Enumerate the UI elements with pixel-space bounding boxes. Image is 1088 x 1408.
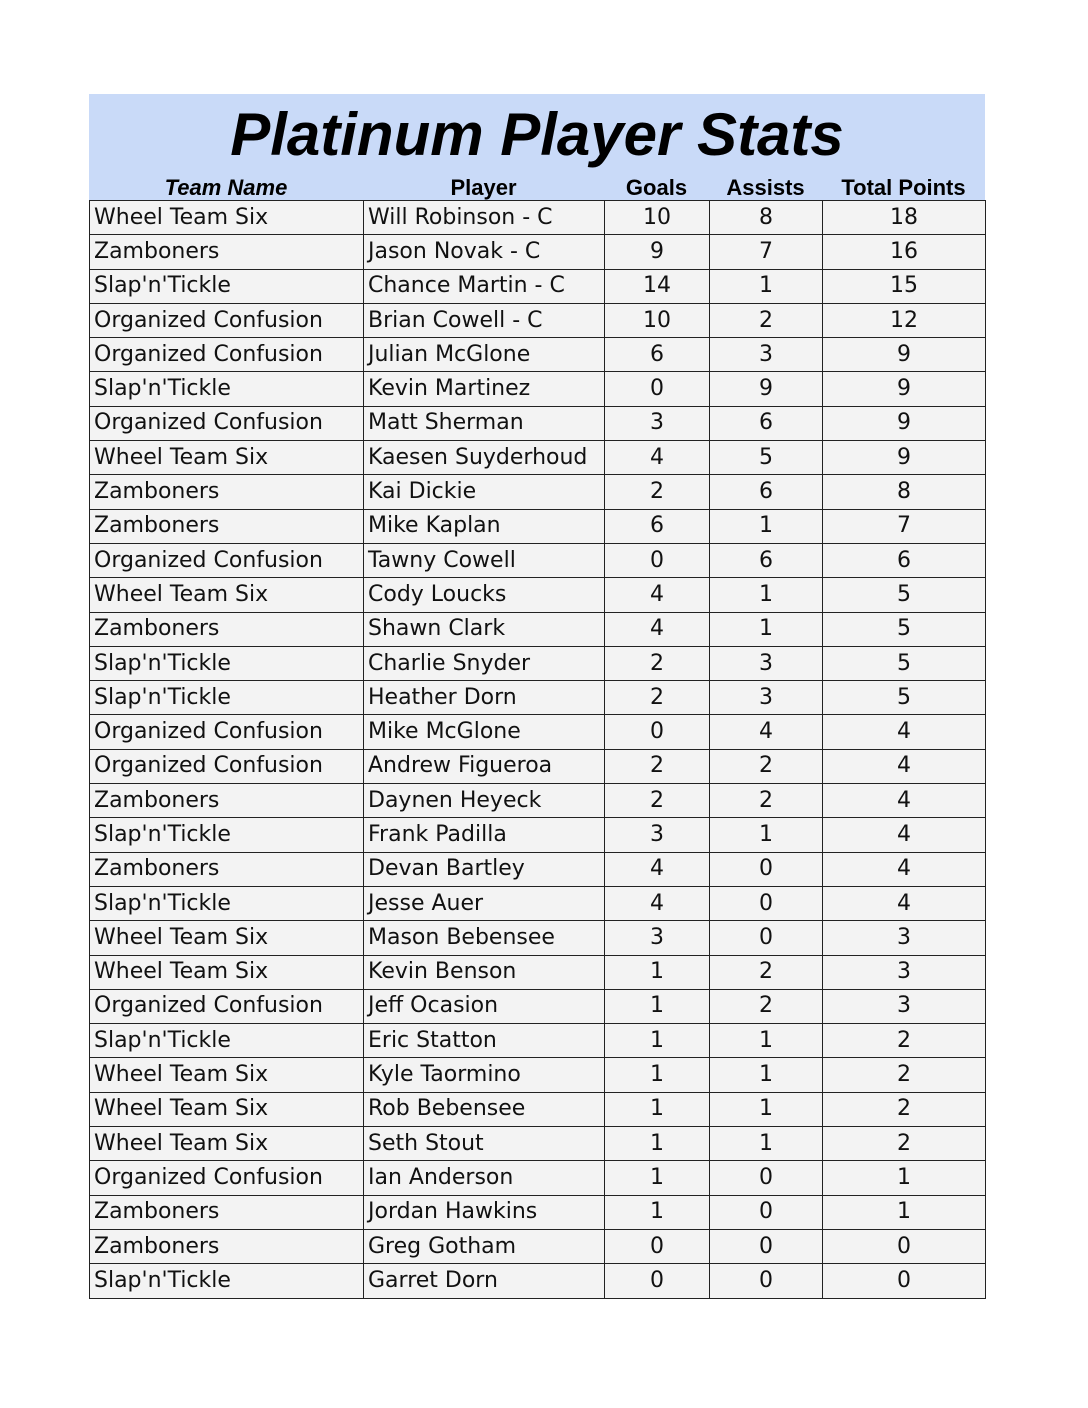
team-name-cell[interactable]: Zamboners xyxy=(90,509,364,543)
goals-cell[interactable]: 3 xyxy=(605,921,710,955)
goals-cell[interactable]: 3 xyxy=(605,406,710,440)
table-row xyxy=(90,1264,986,1298)
goals-cell[interactable]: 10 xyxy=(605,201,710,235)
goals-cell[interactable]: 1 xyxy=(605,1024,710,1058)
assists-cell[interactable]: 0 xyxy=(710,1229,823,1263)
table-row xyxy=(90,1195,986,1229)
assists-cell[interactable]: 0 xyxy=(710,852,823,886)
team-name-cell[interactable]: Zamboners xyxy=(90,1229,364,1263)
player-name-cell[interactable]: Kai Dickie xyxy=(364,475,605,509)
total-points-cell[interactable]: 3 xyxy=(823,989,986,1023)
table-row xyxy=(90,646,986,680)
assists-cell[interactable]: 9 xyxy=(710,372,823,406)
total-points-cell[interactable]: 9 xyxy=(823,406,986,440)
table-row xyxy=(90,612,986,646)
assists-cell[interactable]: 1 xyxy=(710,818,823,852)
column-header-assists: Assists xyxy=(726,175,805,200)
goals-cell[interactable]: 1 xyxy=(605,989,710,1023)
player-name-cell[interactable]: Will Robinson - C xyxy=(364,201,605,235)
assists-cell[interactable]: 3 xyxy=(710,646,823,680)
player-stats-table xyxy=(89,200,986,1299)
player-name-cell[interactable]: Chance Martin - C xyxy=(364,269,605,303)
player-name-cell[interactable]: Cody Loucks xyxy=(364,578,605,612)
table-row xyxy=(90,406,986,440)
table-row xyxy=(90,1161,986,1195)
team-name-cell[interactable]: Wheel Team Six xyxy=(90,1127,364,1161)
total-points-cell[interactable]: 1 xyxy=(823,1161,986,1195)
player-name-cell[interactable]: Kyle Taormino xyxy=(364,1058,605,1092)
team-name-cell[interactable]: Zamboners xyxy=(90,235,364,269)
table-row xyxy=(90,372,986,406)
team-name-cell[interactable]: Organized Confusion xyxy=(90,303,364,337)
table-row xyxy=(90,1229,986,1263)
goals-cell[interactable]: 1 xyxy=(605,1161,710,1195)
assists-cell[interactable]: 3 xyxy=(710,338,823,372)
player-name-cell[interactable]: Mike McGlone xyxy=(364,715,605,749)
goals-cell[interactable]: 9 xyxy=(605,235,710,269)
player-name-cell[interactable]: Shawn Clark xyxy=(364,612,605,646)
goals-cell[interactable]: 6 xyxy=(605,338,710,372)
assists-cell[interactable]: 1 xyxy=(710,1058,823,1092)
goals-cell[interactable]: 0 xyxy=(605,1229,710,1263)
table-row xyxy=(90,886,986,920)
total-points-cell[interactable]: 4 xyxy=(823,749,986,783)
table-row xyxy=(90,989,986,1023)
assists-cell[interactable]: 0 xyxy=(710,1264,823,1298)
total-points-cell[interactable]: 9 xyxy=(823,338,986,372)
table-row xyxy=(90,201,986,235)
total-points-cell[interactable]: 2 xyxy=(823,1092,986,1126)
goals-cell[interactable]: 2 xyxy=(605,784,710,818)
player-name-cell[interactable]: Rob Bebensee xyxy=(364,1092,605,1126)
assists-cell[interactable]: 0 xyxy=(710,921,823,955)
total-points-cell[interactable]: 4 xyxy=(823,886,986,920)
table-row xyxy=(90,681,986,715)
player-name-cell[interactable]: Frank Padilla xyxy=(364,818,605,852)
player-name-cell[interactable]: Andrew Figueroa xyxy=(364,749,605,783)
assists-cell[interactable]: 7 xyxy=(710,235,823,269)
total-points-cell[interactable]: 9 xyxy=(823,441,986,475)
goals-cell[interactable]: 0 xyxy=(605,715,710,749)
column-header-goals: Goals xyxy=(625,175,688,200)
table-row xyxy=(90,1024,986,1058)
goals-cell[interactable]: 1 xyxy=(605,1195,710,1229)
player-name-cell[interactable]: Charlie Snyder xyxy=(364,646,605,680)
goals-cell[interactable]: 1 xyxy=(605,1127,710,1161)
player-name-cell[interactable]: Matt Sherman xyxy=(364,406,605,440)
team-name-cell[interactable]: Slap'n'Tickle xyxy=(90,1024,364,1058)
goals-cell[interactable]: 2 xyxy=(605,646,710,680)
total-points-cell[interactable]: 1 xyxy=(823,1195,986,1229)
team-name-cell[interactable]: Zamboners xyxy=(90,612,364,646)
table-row xyxy=(90,509,986,543)
team-name-cell[interactable]: Zamboners xyxy=(90,1195,364,1229)
table-row xyxy=(90,543,986,577)
goals-cell[interactable]: 10 xyxy=(605,303,710,337)
table-row xyxy=(90,921,986,955)
player-name-cell[interactable]: Heather Dorn xyxy=(364,681,605,715)
total-points-cell[interactable]: 4 xyxy=(823,852,986,886)
team-name-cell[interactable]: Organized Confusion xyxy=(90,715,364,749)
total-points-cell[interactable]: 16 xyxy=(823,235,986,269)
assists-cell[interactable]: 1 xyxy=(710,1092,823,1126)
player-name-cell[interactable]: Julian McGlone xyxy=(364,338,605,372)
team-name-cell[interactable]: Zamboners xyxy=(90,852,364,886)
goals-cell[interactable]: 4 xyxy=(605,612,710,646)
player-name-cell[interactable]: Jesse Auer xyxy=(364,886,605,920)
page-title: Platinum Player Stats xyxy=(230,101,844,168)
table-row xyxy=(90,303,986,337)
assists-cell[interactable]: 1 xyxy=(710,509,823,543)
team-name-cell[interactable]: Wheel Team Six xyxy=(90,441,364,475)
team-name-cell[interactable]: Wheel Team Six xyxy=(90,1092,364,1126)
total-points-cell[interactable]: 5 xyxy=(823,612,986,646)
total-points-cell[interactable]: 5 xyxy=(823,681,986,715)
total-points-cell[interactable]: 12 xyxy=(823,303,986,337)
assists-cell[interactable]: 0 xyxy=(710,1161,823,1195)
assists-cell[interactable]: 0 xyxy=(710,886,823,920)
team-name-cell[interactable]: Organized Confusion xyxy=(90,1161,364,1195)
player-name-cell[interactable]: Tawny Cowell xyxy=(364,543,605,577)
stats-sheet xyxy=(89,94,985,1299)
player-name-cell[interactable]: Kevin Martinez xyxy=(364,372,605,406)
team-name-cell[interactable]: Organized Confusion xyxy=(90,406,364,440)
player-name-cell[interactable]: Kaesen Suyderhoud xyxy=(364,441,605,475)
table-row xyxy=(90,1058,986,1092)
player-name-cell[interactable]: Seth Stout xyxy=(364,1127,605,1161)
player-name-cell[interactable]: Kevin Benson xyxy=(364,955,605,989)
goals-cell[interactable]: 0 xyxy=(605,1264,710,1298)
column-headers xyxy=(89,174,985,200)
table-row xyxy=(90,1092,986,1126)
assists-cell[interactable]: 3 xyxy=(710,681,823,715)
total-points-cell[interactable]: 5 xyxy=(823,646,986,680)
goals-cell[interactable]: 1 xyxy=(605,1058,710,1092)
assists-cell[interactable]: 4 xyxy=(710,715,823,749)
team-name-cell[interactable]: Wheel Team Six xyxy=(90,921,364,955)
assists-cell[interactable]: 1 xyxy=(710,269,823,303)
table-row xyxy=(90,955,986,989)
total-points-cell[interactable]: 3 xyxy=(823,955,986,989)
goals-cell[interactable]: 6 xyxy=(605,509,710,543)
header-band xyxy=(89,94,985,200)
team-name-cell[interactable]: Slap'n'Tickle xyxy=(90,372,364,406)
total-points-cell[interactable]: 4 xyxy=(823,784,986,818)
goals-cell[interactable]: 3 xyxy=(605,818,710,852)
goals-cell[interactable]: 2 xyxy=(605,749,710,783)
assists-cell[interactable]: 2 xyxy=(710,749,823,783)
player-name-cell[interactable]: Jordan Hawkins xyxy=(364,1195,605,1229)
total-points-cell[interactable]: 6 xyxy=(823,543,986,577)
total-points-cell[interactable]: 7 xyxy=(823,509,986,543)
assists-cell[interactable]: 1 xyxy=(710,1024,823,1058)
table-row xyxy=(90,441,986,475)
goals-cell[interactable]: 4 xyxy=(605,852,710,886)
table-row xyxy=(90,852,986,886)
column-header-player: Player xyxy=(450,175,517,200)
team-name-cell[interactable]: Zamboners xyxy=(90,784,364,818)
total-points-cell[interactable]: 0 xyxy=(823,1264,986,1298)
player-name-cell[interactable]: Brian Cowell - C xyxy=(364,303,605,337)
assists-cell[interactable]: 6 xyxy=(710,406,823,440)
table-row xyxy=(90,578,986,612)
team-name-cell[interactable]: Zamboners xyxy=(90,475,364,509)
assists-cell[interactable]: 8 xyxy=(710,201,823,235)
table-row xyxy=(90,715,986,749)
column-header-team: Team Name xyxy=(164,175,288,200)
team-name-cell[interactable]: Wheel Team Six xyxy=(90,1058,364,1092)
team-name-cell[interactable]: Slap'n'Tickle xyxy=(90,681,364,715)
total-points-cell[interactable]: 2 xyxy=(823,1127,986,1161)
goals-cell[interactable]: 2 xyxy=(605,681,710,715)
total-points-cell[interactable]: 15 xyxy=(823,269,986,303)
table-row xyxy=(90,235,986,269)
stats-table-body xyxy=(90,201,986,1299)
team-name-cell[interactable]: Slap'n'Tickle xyxy=(90,886,364,920)
player-name-cell[interactable]: Garret Dorn xyxy=(364,1264,605,1298)
total-points-cell[interactable]: 2 xyxy=(823,1058,986,1092)
team-name-cell[interactable]: Wheel Team Six xyxy=(90,955,364,989)
total-points-cell[interactable]: 8 xyxy=(823,475,986,509)
total-points-cell[interactable]: 18 xyxy=(823,201,986,235)
column-header-total-points: Total Points xyxy=(841,175,966,200)
table-row xyxy=(90,475,986,509)
assists-cell[interactable]: 5 xyxy=(710,441,823,475)
total-points-cell[interactable]: 5 xyxy=(823,578,986,612)
goals-cell[interactable]: 1 xyxy=(605,1092,710,1126)
team-name-cell[interactable]: Slap'n'Tickle xyxy=(90,1264,364,1298)
player-name-cell[interactable]: Mason Bebensee xyxy=(364,921,605,955)
goals-cell[interactable]: 4 xyxy=(605,886,710,920)
goals-cell[interactable]: 4 xyxy=(605,441,710,475)
total-points-cell[interactable]: 3 xyxy=(823,921,986,955)
goals-cell[interactable]: 0 xyxy=(605,543,710,577)
player-name-cell[interactable]: Devan Bartley xyxy=(364,852,605,886)
goals-cell[interactable]: 1 xyxy=(605,955,710,989)
goals-cell[interactable]: 0 xyxy=(605,372,710,406)
team-name-cell[interactable]: Organized Confusion xyxy=(90,989,364,1023)
total-points-cell[interactable]: 9 xyxy=(823,372,986,406)
total-points-cell[interactable]: 4 xyxy=(823,818,986,852)
player-name-cell[interactable]: Greg Gotham xyxy=(364,1229,605,1263)
total-points-cell[interactable]: 2 xyxy=(823,1024,986,1058)
total-points-cell[interactable]: 4 xyxy=(823,715,986,749)
goals-cell[interactable]: 14 xyxy=(605,269,710,303)
table-row xyxy=(90,818,986,852)
goals-cell[interactable]: 2 xyxy=(605,475,710,509)
assists-cell[interactable]: 6 xyxy=(710,543,823,577)
assists-cell[interactable]: 0 xyxy=(710,1195,823,1229)
team-name-cell[interactable]: Slap'n'Tickle xyxy=(90,269,364,303)
table-row xyxy=(90,1127,986,1161)
assists-cell[interactable]: 1 xyxy=(710,1127,823,1161)
assists-cell[interactable]: 1 xyxy=(710,612,823,646)
table-row xyxy=(90,749,986,783)
assists-cell[interactable]: 2 xyxy=(710,955,823,989)
player-name-cell[interactable]: Jeff Ocasion xyxy=(364,989,605,1023)
assists-cell[interactable]: 6 xyxy=(710,475,823,509)
assists-cell[interactable]: 2 xyxy=(710,784,823,818)
team-name-cell[interactable]: Slap'n'Tickle xyxy=(90,818,364,852)
assists-cell[interactable]: 2 xyxy=(710,989,823,1023)
player-name-cell[interactable]: Daynen Heyeck xyxy=(364,784,605,818)
player-name-cell[interactable]: Ian Anderson xyxy=(364,1161,605,1195)
player-name-cell[interactable]: Jason Novak - C xyxy=(364,235,605,269)
player-name-cell[interactable]: Eric Statton xyxy=(364,1024,605,1058)
total-points-cell[interactable]: 0 xyxy=(823,1229,986,1263)
team-name-cell[interactable]: Organized Confusion xyxy=(90,338,364,372)
team-name-cell[interactable]: Wheel Team Six xyxy=(90,201,364,235)
table-row xyxy=(90,269,986,303)
team-name-cell[interactable]: Organized Confusion xyxy=(90,749,364,783)
assists-cell[interactable]: 1 xyxy=(710,578,823,612)
team-name-cell[interactable]: Organized Confusion xyxy=(90,543,364,577)
table-row xyxy=(90,338,986,372)
team-name-cell[interactable]: Slap'n'Tickle xyxy=(90,646,364,680)
assists-cell[interactable]: 2 xyxy=(710,303,823,337)
team-name-cell[interactable]: Wheel Team Six xyxy=(90,578,364,612)
table-row xyxy=(90,784,986,818)
player-name-cell[interactable]: Mike Kaplan xyxy=(364,509,605,543)
goals-cell[interactable]: 4 xyxy=(605,578,710,612)
